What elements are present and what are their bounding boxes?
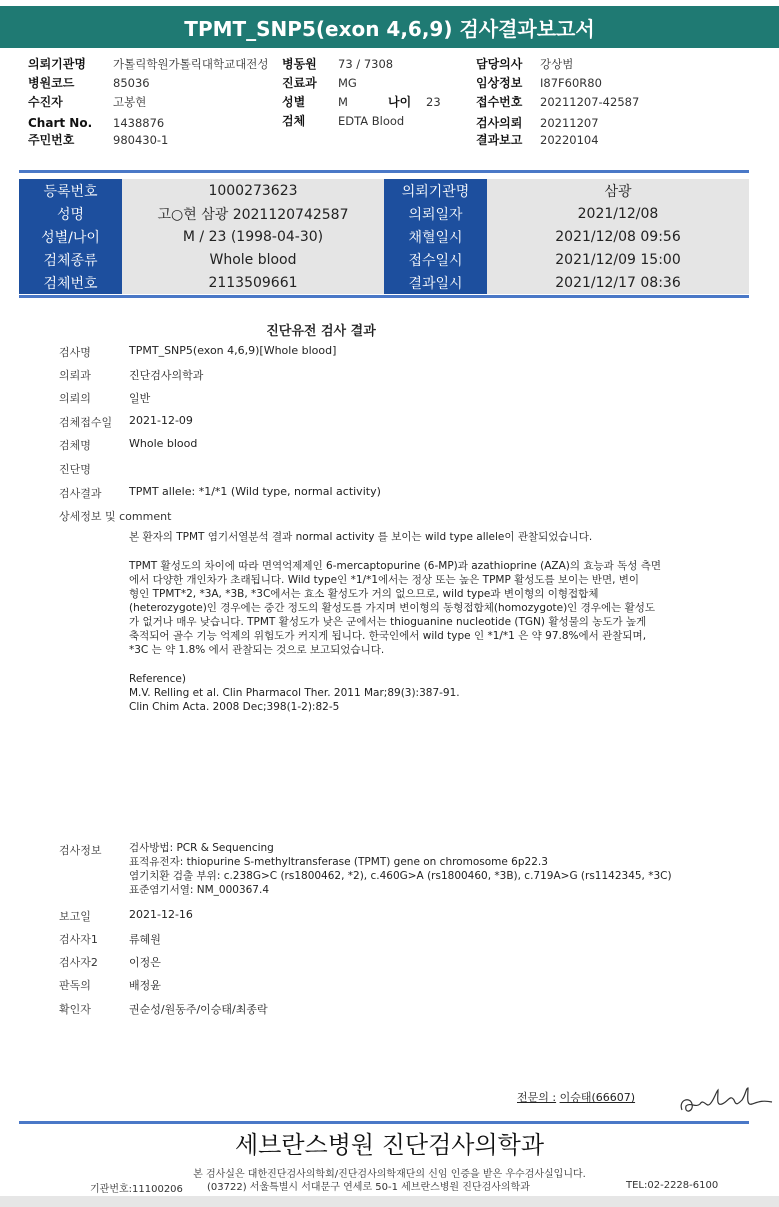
institution-number: 기관번호:11100206: [90, 1184, 183, 1195]
method-line: 표준염기서열: NM_000367.4: [129, 884, 269, 896]
comment-line: TPMT 활성도의 차이에 따라 면역억제제인 6-mercaptopurine (6-MP)과 azathioprine (AZA)의 효능과 독성 측면: [129, 560, 662, 572]
info-value: 2113509661: [122, 271, 384, 294]
sign-value: 2021-12-16: [129, 908, 193, 921]
divider: [19, 295, 749, 298]
signature-icon: [676, 1080, 776, 1120]
header-label: 성별: [282, 95, 306, 109]
info-value: 2021/12/08: [487, 202, 749, 225]
patient-info-table: [19, 179, 749, 294]
header-value: 가톨릭학원가톨릭대학교대전성: [113, 57, 269, 71]
age-value: 23: [426, 95, 441, 109]
header-value: 고봉현: [113, 95, 147, 109]
info-value: 2021/12/09 15:00: [487, 248, 749, 271]
header-value: MG: [338, 76, 357, 90]
header-value: M: [338, 95, 348, 109]
info-key: 성명: [19, 202, 122, 225]
result-value: Whole blood: [129, 437, 198, 450]
contact-name: 이승태(66607): [559, 1091, 636, 1104]
info-key: 검체번호: [19, 271, 122, 294]
info-value: 2021/12/17 08:36: [487, 271, 749, 294]
table-row: [19, 271, 749, 294]
header-value: 20220104: [540, 133, 599, 147]
method-line: 표적유전자: thiopurine S-methyltransferase (TPMT) gene on chromosome 6p22.3: [129, 856, 548, 868]
address-text: (03722) 서울특별시 서대문구 연세로 50-1 세브란스병원 진단검사의학과: [207, 1182, 530, 1193]
sign-label: 검사자2: [59, 956, 98, 969]
contact-specialist: [517, 1089, 635, 1105]
info-value: 2021/12/08 09:56: [487, 225, 749, 248]
contact-label: 전문의 :: [517, 1091, 557, 1104]
result-value: TPMT allele: *1/*1 (Wild type, normal activity): [129, 485, 381, 498]
info-value: 삼광: [487, 179, 749, 202]
result-value: 2021-12-09: [129, 414, 193, 427]
header-value: 85036: [113, 76, 150, 90]
table-row: [19, 179, 749, 202]
age-label: 나이: [388, 95, 412, 109]
department-name: 세브란스병원 진단검사의학과: [234, 1131, 545, 1159]
info-value: M / 23 (1998-04-30): [122, 225, 384, 248]
sign-value: 이정은: [129, 956, 161, 969]
header-label: 병원코드: [28, 76, 75, 90]
info-key: 접수일시: [384, 248, 487, 271]
result-label: 의뢰과: [59, 369, 91, 382]
method-label: 검사정보: [59, 844, 102, 857]
info-key: 성별/나이: [19, 225, 122, 248]
result-title: 진단유전 검사 결과: [266, 324, 376, 339]
header-label: 검체: [282, 114, 306, 128]
telephone: TEL:02-2228-6100: [626, 1180, 719, 1191]
table-row: [19, 225, 749, 248]
header-label: 검사의뢰: [476, 116, 523, 130]
table-row: [19, 248, 749, 271]
table-row: [19, 202, 749, 225]
header-label: 담당의사: [476, 57, 523, 71]
info-key: 의뢰기관명: [384, 179, 487, 202]
comment-line: *3C 는 약 1.8% 에서 관찰되는 것으로 보고되었습니다.: [129, 644, 385, 656]
comment-line: 가 없거나 매우 낮습니다. TPMT 활성도가 낮은 군에서는 thioguanine nucleotide (TGN) 활성물의 농도가 높게: [129, 616, 647, 628]
result-value: TPMT_SNP5(exon 4,6,9)[Whole blood]: [129, 344, 337, 357]
info-key: 등록번호: [19, 179, 122, 202]
info-key: 검체종류: [19, 248, 122, 271]
header-value: 1438876: [113, 116, 165, 130]
result-label: 검사결과: [59, 487, 102, 500]
result-label: 의뢰의: [59, 392, 91, 405]
sign-label: 검사자1: [59, 933, 98, 946]
reference-line: Reference): [129, 673, 186, 685]
header-label: 접수번호: [476, 95, 523, 109]
header-label: 수진자: [28, 95, 63, 109]
comment-line: 에서 다양한 개인차가 초래됩니다. Wild type인 *1/*1에서는 정상 또는 높은 TPMP 활성도를 보이는 반면, 변이: [129, 574, 640, 586]
bottom-bar: [0, 1196, 779, 1207]
info-value: 1000273623: [122, 179, 384, 202]
result-value: 일반: [129, 392, 151, 405]
header-value: 20211207-42587: [540, 95, 640, 109]
comment-line: 축적되어 골수 기능 억제의 위험도가 커지게 됩니다. 한국인에서 wild type 인 *1/*1 은 약 97.8%에서 관찰되며,: [129, 630, 647, 642]
info-key: 채혈일시: [384, 225, 487, 248]
divider: [19, 1121, 749, 1124]
divider: [19, 170, 749, 173]
header-label: Chart No.: [28, 116, 93, 130]
header-label: 임상정보: [476, 76, 523, 90]
result-label: 검사명: [59, 346, 91, 359]
header-label: 진료과: [282, 76, 317, 90]
result-label: 진단명: [59, 463, 91, 476]
method-line: 검사방법: PCR & Sequencing: [129, 842, 274, 854]
result-value: 진단검사의학과: [129, 369, 204, 382]
header-value: I87F60R80: [540, 76, 602, 90]
reference-line: Clin Chim Acta. 2008 Dec;398(1-2):82-5: [129, 701, 340, 713]
comment-line: 본 환자의 TPMT 염기서열분석 결과 normal activity 를 보이는 wild type allele이 관찰되었습니다.: [129, 531, 593, 543]
info-key: 의뢰일자: [384, 202, 487, 225]
comment-line: (heterozygote)인 경우에는 중간 정도의 활성도를 가지며 변이형의 동형접합체(homozygote)인 경우에는 활성도: [129, 602, 656, 614]
header-value: 20211207: [540, 116, 599, 130]
header-value: 73 / 7308: [338, 57, 394, 71]
sign-label: 보고일: [59, 910, 91, 923]
header-label: 의뢰기관명: [28, 57, 86, 71]
certification-text: 본 검사실은 대한진단검사의학회/진단검사의학재단의 신임 인증을 받은 우수검사실입니다.: [193, 1169, 586, 1180]
reference-line: M.V. Relling et al. Clin Pharmacol Ther. 2011 Mar;89(3):387-91.: [129, 687, 460, 699]
result-label: 검체접수일: [59, 416, 113, 429]
info-value: Whole blood: [122, 248, 384, 271]
detail-label: 상세정보 및 comment: [59, 510, 172, 523]
info-key: 결과일시: [384, 271, 487, 294]
info-value: 고○현 삼광 2021120742587: [122, 202, 384, 225]
method-line: 염기치환 검출 부위: c.238G>C (rs1800462, *2), c.460G>A (rs1800460, *3B), c.719A>G (rs1142345, *3C): [129, 870, 672, 882]
header-label: 주민번호: [28, 133, 75, 147]
comment-line: 형인 TPMT*2, *3A, *3B, *3C에서는 효소 활성도가 거의 없으므로, wild type과 변이형의 이형접합체: [129, 588, 599, 600]
header-label: 결과보고: [476, 133, 523, 147]
report-title: TPMT_SNP5(exon 4,6,9) 검사결과보고서: [0, 6, 779, 48]
header-value: EDTA Blood: [338, 114, 405, 128]
result-label: 검체명: [59, 439, 91, 452]
header-value: 980430-1: [113, 133, 169, 147]
sign-value: 류혜원: [129, 933, 161, 946]
sign-value: 배정윤: [129, 979, 161, 992]
sign-value: 권순성/원동주/이승태/최종락: [129, 1003, 268, 1016]
header-label: 병동원: [282, 57, 317, 71]
sign-label: 확인자: [59, 1003, 91, 1016]
sign-label: 판독의: [59, 979, 91, 992]
header-value: 강상범: [540, 57, 574, 71]
